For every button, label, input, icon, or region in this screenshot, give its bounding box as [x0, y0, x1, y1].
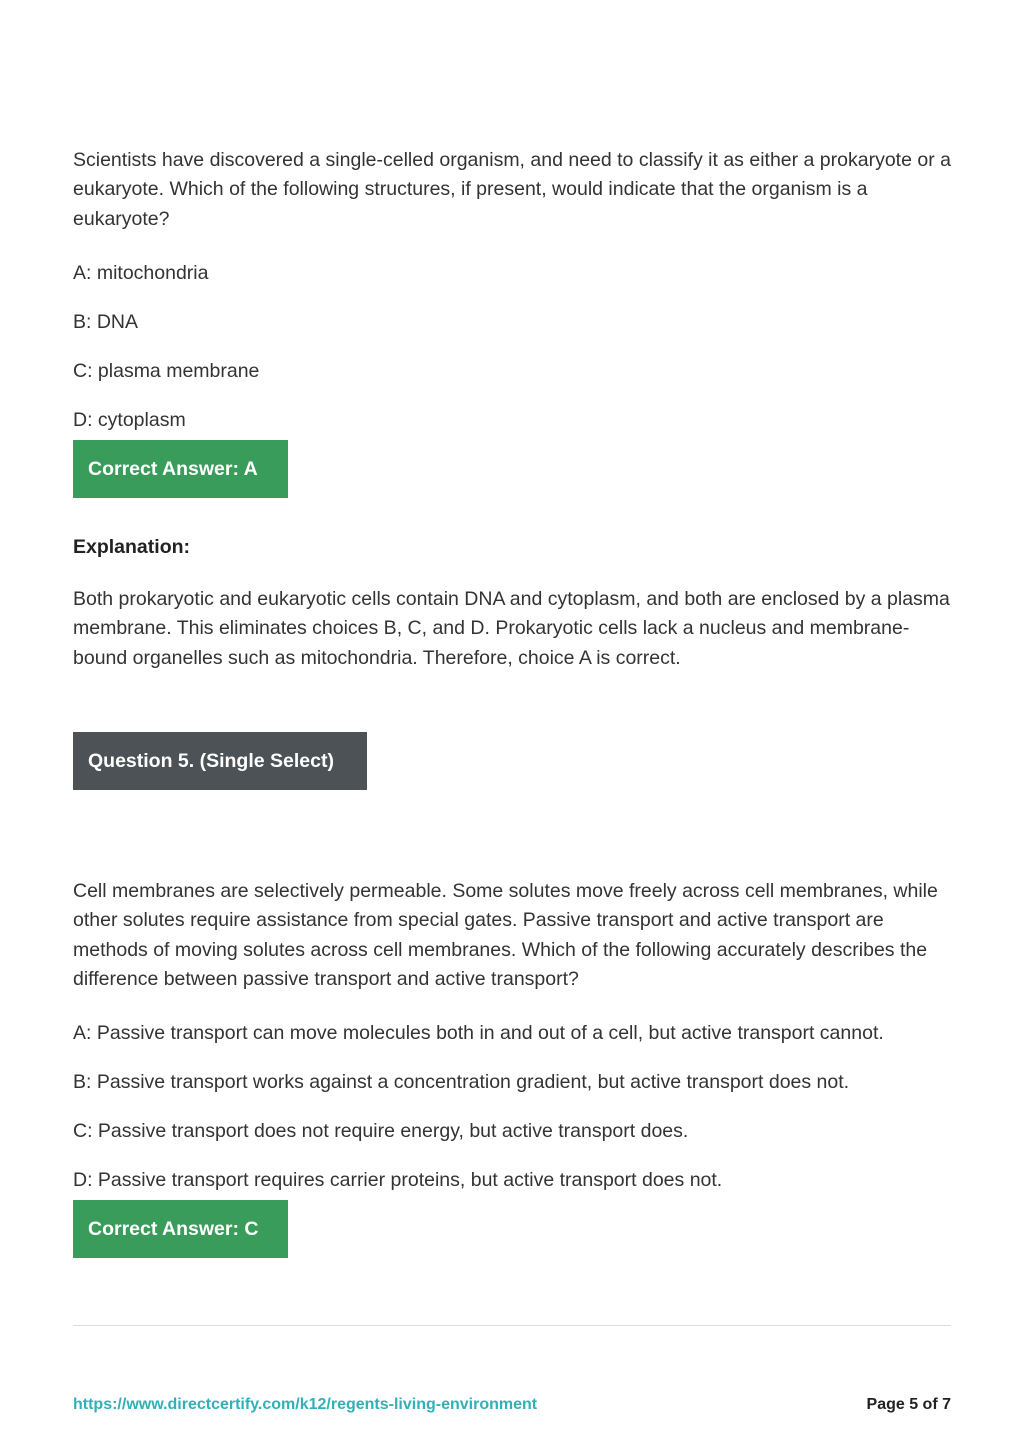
- document-page: [73, 0, 951, 1448]
- page-number: Page 5 of 7: [866, 1396, 951, 1413]
- footer-divider: [73, 1325, 951, 1326]
- footer-url-link[interactable]: https://www.directcertify.com/k12/regents-living-environment: [73, 1396, 538, 1413]
- q4-correct-answer-badge: Correct Answer: A: [73, 440, 288, 498]
- q5-correct-answer-badge: Correct Answer: C: [73, 1200, 288, 1258]
- q5-option-b: B: Passive transport works against a concentration gradient, but active transport does not.: [73, 1071, 850, 1093]
- q5-option-c: C: Passive transport does not require energy, but active transport does.: [73, 1120, 689, 1142]
- q4-option-d: D: cytoplasm: [73, 409, 186, 431]
- q4-option-c: C: plasma membrane: [73, 360, 260, 382]
- q5-question-text: Cell membranes are selectively permeable. Some solutes move freely across cell membranes, while other solutes require assistance from special gates. Passive transport and active transport are methods of moving solutes across cell membranes. Which of the following accurately describes the difference between passive transport and active transport?: [73, 880, 938, 990]
- q4-explanation-text: Both prokaryotic and eukaryotic cells contain DNA and cytoplasm, and both are enclosed by a plasma membrane. This eliminates choices B, C, and D. Prokaryotic cells lack a nucleus and membrane-bound organelles such as mitochondria. Therefore, choice A is correct.: [73, 588, 950, 669]
- q4-explanation-heading: Explanation:: [73, 536, 191, 558]
- q4-question-text: Scientists have discovered a single-celled organism, and need to classify it as either a prokaryote or a eukaryote. Which of the following structures, if present, would indicate that the organism is a eukaryote?: [73, 149, 951, 230]
- q4-option-b: B: DNA: [73, 311, 139, 333]
- q4-option-a: A: mitochondria: [73, 262, 209, 284]
- q5-option-d: D: Passive transport requires carrier proteins, but active transport does not.: [73, 1169, 723, 1191]
- q5-header-badge: Question 5. (Single Select): [73, 732, 367, 790]
- q5-option-a: A: Passive transport can move molecules both in and out of a cell, but active transport cannot.: [73, 1022, 884, 1044]
